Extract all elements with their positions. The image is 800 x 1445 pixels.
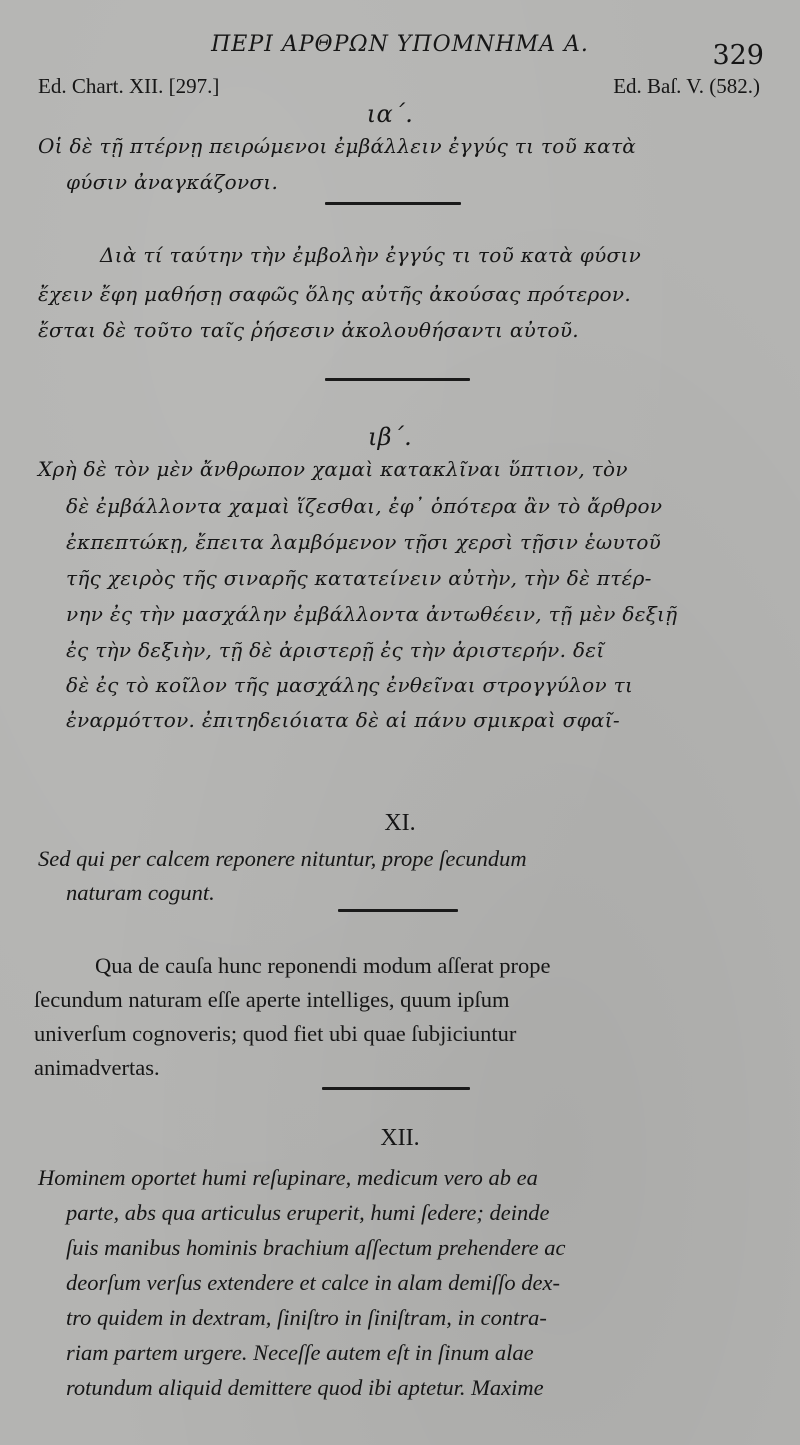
latin-text-line: Hominem oportet humi reſupinare, medicum vero ab ea <box>38 1165 538 1190</box>
latin-text-line: tro quidem in dextram, ſiniſtro in ſiniſtram, in contra- <box>66 1305 547 1330</box>
greek-text-line: ἐναρμόττον. ἐπιτηδειόιατα δὲ αἱ πάνυ σμικραὶ σφαῖ- <box>66 708 620 732</box>
latin-section-number-XII: XII. <box>380 1125 420 1151</box>
latin-text-line: Sed qui per calcem reponere nituntur, prope ſecundum <box>38 846 527 871</box>
greek-commentary-line: ἔσται δὲ τοῦτο ταῖς ῥήσεσιν ἀκολουθήσαντι αὐτοῦ. <box>38 318 579 342</box>
greek-section-number-12: ιβ΄. <box>367 423 413 451</box>
greek-text-line: Οἱ δὲ τῇ πτέρνῃ πειρώμενοι ἐμβάλλειν ἐγγύς τι τοῦ κατὰ <box>38 134 637 158</box>
latin-commentary-line: animadvertas. <box>34 1055 160 1080</box>
greek-text-line: φύσιν ἀναγκάζονσι. <box>66 170 279 194</box>
latin-commentary-line: Qua de cauſa hunc reponendi modum aſſerat prope <box>95 953 551 978</box>
greek-text-line: ἐκπεπτώκῃ, ἔπειτα λαμβόμενον τῇσι χερσὶ τῇσιν ἑωυτοῦ <box>66 530 662 554</box>
latin-text-line: rotundum aliquid demittere quod ibi aptetur. Maxime <box>66 1375 544 1400</box>
latin-commentary-line: ſecundum naturam eſſe aperte intelliges, quum ipſum <box>34 987 510 1012</box>
greek-commentary-line: ἔχειν ἔφη μαθήσῃ σαφῶς ὅλης αὐτῆς ἀκούσας πρότερον. <box>38 282 631 306</box>
greek-text-line: ἐς τὴν δεξιὴν, τῇ δὲ ἀριστερῇ ἐς τὴν ἀριστερήν. δεῖ <box>66 638 605 662</box>
running-title: ΠΕΡΙ ΑΡΘΡΩΝ ΥΠΟΜΝΗΜΑ Α. <box>211 32 589 57</box>
latin-text-line: riam partem urgere. Neceſſe autem eſt in ſinum alae <box>66 1340 534 1365</box>
greek-text-line: δὲ ἐμβάλλοντα χαμαὶ ἵζεσθαι, ἐφ᾽ ὁπότερα ἂν τὸ ἄρθρον <box>66 494 663 518</box>
greek-section-number-11: ια΄. <box>366 100 414 128</box>
latin-text-line: naturam cogunt. <box>66 880 215 905</box>
page-number: 329 <box>712 40 764 71</box>
greek-commentary-line: Διὰ τί ταύτην τὴν ἐμβολὴν ἐγγύς τι τοῦ κατὰ φύσιν <box>100 243 642 267</box>
latin-text-line: deorſum verſus extendere et calce in alam demiſſo dex- <box>66 1270 560 1295</box>
greek-text-line: νην ἐς τὴν μασχάλην ἐμβάλλοντα ἀντωθέειν, τῇ μὲν δεξιῇ <box>66 602 678 626</box>
latin-text-line: parte, abs qua articulus eruperit, humi ſedere; deinde <box>66 1200 550 1225</box>
latin-section-number-XI: XI. <box>384 810 416 836</box>
greek-text-line: Χρὴ δὲ τὸν μὲν ἄνθρωπον χαμαὶ κατακλῖναι ὕπτιον, τὸν <box>38 457 628 481</box>
greek-text-line: δὲ ἐς τὸ κοῖλον τῆς μασχάλης ἐνθεῖναι στρογγύλον τι <box>66 673 634 697</box>
section-divider-rule <box>322 1087 470 1090</box>
latin-commentary-line: univerſum cognoveris; quod fiet ubi quae ſubjiciuntur <box>34 1021 517 1046</box>
section-divider-rule <box>338 909 458 912</box>
section-divider-rule <box>325 202 461 205</box>
section-divider-rule <box>325 378 470 381</box>
edition-reference-left: Ed. Chart. XII. [297.] <box>38 74 220 98</box>
edition-reference-right: Ed. Baſ. V. (582.) <box>613 74 760 98</box>
greek-text-line: τῆς χειρὸς τῆς σιναρῆς κατατείνειν αὐτὴν, τὴν δὲ πτέρ- <box>66 566 652 590</box>
latin-text-line: ſuis manibus hominis brachium aſſectum prehendere ac <box>66 1235 566 1260</box>
